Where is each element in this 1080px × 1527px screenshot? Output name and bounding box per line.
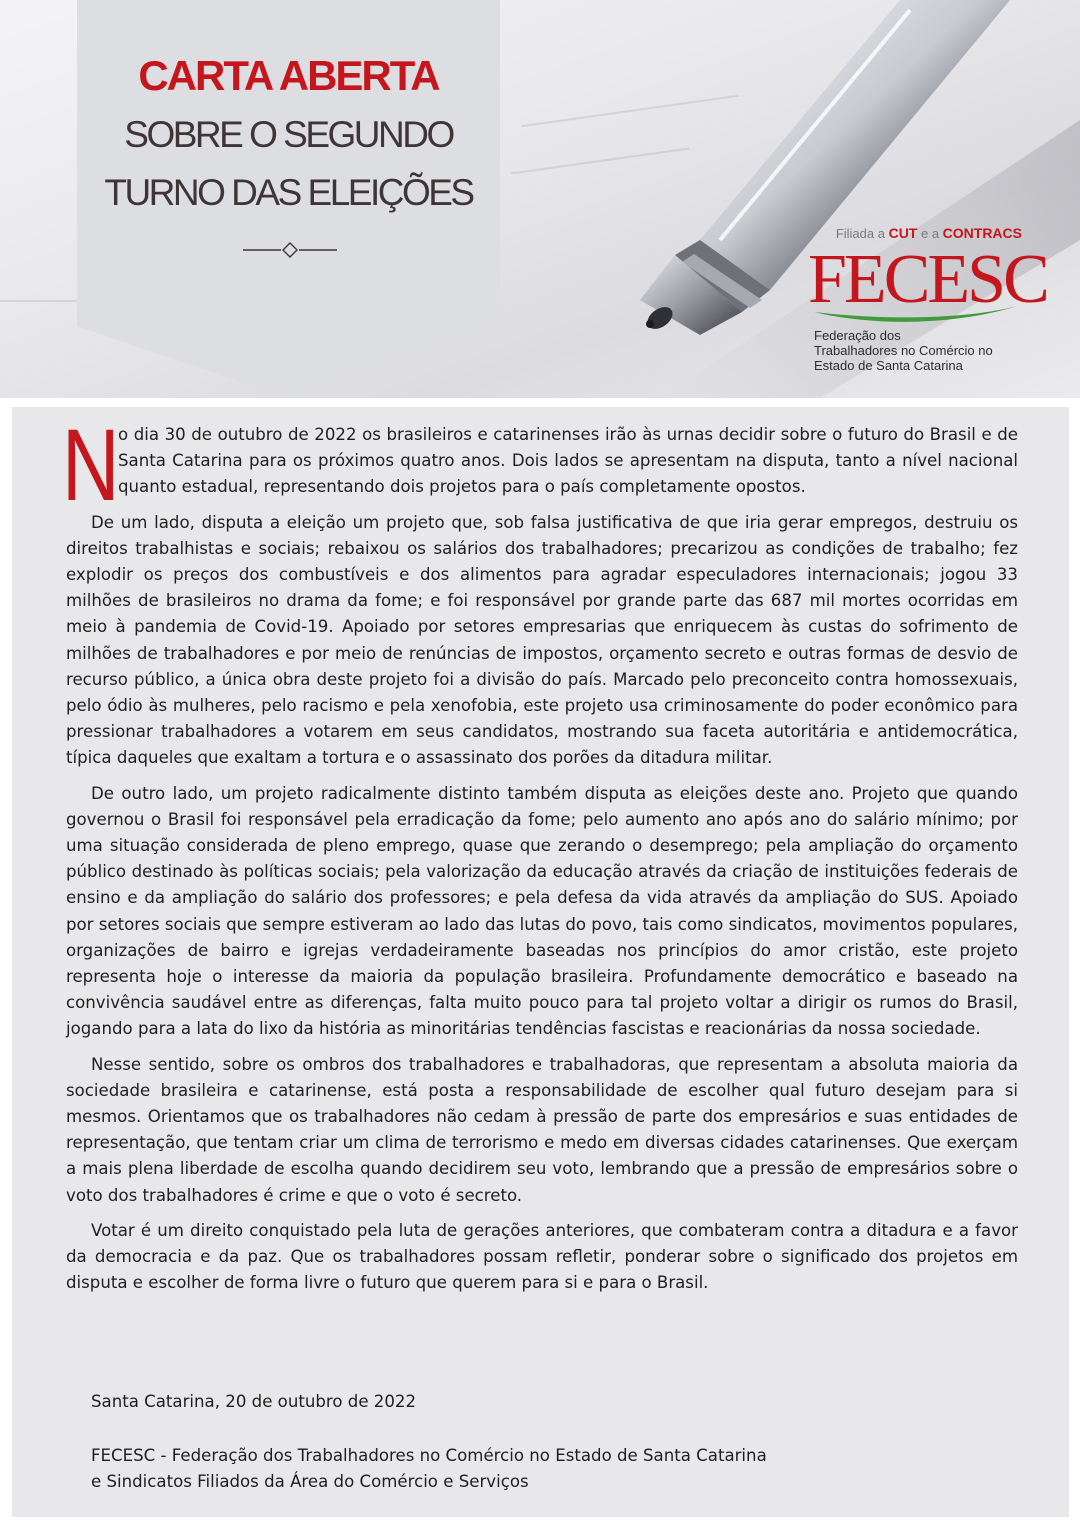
drop-cap: N xyxy=(62,408,120,522)
logo-affiliation: Filiada a CUT e a CONTRACS xyxy=(835,225,1022,241)
page-subtitle-line-2: TURNO DAS ELEIÇÕES xyxy=(104,172,473,213)
letter-body xyxy=(62,408,1018,1306)
letter-paragraph-3: De outro lado, um projeto radicalmente distinto também disputa as eleições deste ano. Projeto que quando governou o Brasil foi responsável pela erradicação da fome; pelo aumento ano após ano do salário mínimo; por uma situação considerada de pleno emprego, quase que zerando o desemprego; pela ampliação do orçamento público destinado às políticas sociais; pela valorização da educação através da criação de instituições federais de ensino e da ampliação do salário dos professores; e pela defesa da vida através da ampliação do SUS. Apoiado por setores sociais que sempre estiveram ao lado das lutas do povo, tais como sindicatos, movimentos populares, organizações de bairro e igrejas verdadeiramente baseadas nos princípios do amor cristão, este projeto representa hoje o interesse da maioria da população brasileira. Profundamente democrático e baseado na convivência saudável entre as diferenças, falta muito pouco para tal projeto voltar a dirigir os rumos do Brasil, jogando para a lata do lixo da história as minoritárias tendências fascistas e reacionárias da nossa sociedade. xyxy=(66,783,1018,1039)
letter-paragraph-5: Votar é um direito conquistado pela luta de gerações anteriores, que combateram contra a ditadura e a favor da democracia e da paz. Que os trabalhadores possam refletir, ponderar sobre o significado dos projetos em disputa e escolher de forma livre o futuro que querem para si e para o Brasil. xyxy=(66,1220,1018,1293)
signature-line-1: FECESC - Federação dos Trabalhadores no Comércio no Estado de Santa Catarina xyxy=(91,1446,767,1465)
page-subtitle-line-1: SOBRE O SEGUNDO xyxy=(124,114,453,155)
place-date: Santa Catarina, 20 de outubro de 2022 xyxy=(91,1392,417,1411)
diamond-ornament-icon xyxy=(243,240,337,260)
header-banner xyxy=(0,0,1080,398)
logo-subtitle: Federação dos Trabalhadores no Comércio no Estado de Santa Catarina xyxy=(814,328,993,373)
letter-paragraph-1: N o dia 30 de outubro de 2022 os brasileiros e catarinenses irão às urnas decidir sobre o futuro do Brasil e de Santa Catarina para os próximos quatro anos. Dois lados se apresentam na disputa, tanto a nível nacional quanto estadual, representando dois projetos para o país completamente opostos. xyxy=(62,408,1018,522)
fecesc-logo: FECESC xyxy=(808,241,1047,318)
letter-paragraph-4: Nesse sentido, sobre os ombros dos trabalhadores e trabalhadoras, que representam a absoluta maioria da sociedade brasileira e catarinense, está posta a responsabilidade de escolher qual futuro desejam para si mesmos. Orientamos que os trabalhadores não cedam à pressão de parte dos empresários e suas entidades de representação, que tentam criar um clima de terrorismo e medo em diversas cidades catarinenses. Que exerçam a mais plena liberdade de escolha quando decidirem seu voto, lembrando que a pressão de empresários sobre o voto dos trabalhadores é crime e que o voto é secreto. xyxy=(66,1054,1018,1205)
signature-line-2: e Sindicatos Filiados da Área do Comércio e Serviços xyxy=(91,1472,529,1491)
page-title: CARTA ABERTA xyxy=(138,52,439,99)
logo-swoosh-icon xyxy=(812,304,1020,326)
letter-paragraph-2: De um lado, disputa a eleição um projeto que, sob falsa justificativa de que iria gerar empregos, destruiu os direitos trabalhistas e sociais; rebaixou os salários dos trabalhadores; precarizou as condições de trabalho; fez explodir os preços dos combustíveis e dos alimentos para agradar especuladores internacionais; jogou 33 milhões de brasileiros no drama da fome; e foi responsável por grande parte das 687 mil mortes ocorridas em meio à pandemia de Covid-19. Apoiado por setores empresarias que enriquecem às custas do sofrimento de milhões de trabalhadores e por meio de renúncias de impostos, orçamento secreto e outras formas de desvio de recurso público, a única obra deste projeto foi a divisão do país. Marcado pelo preconceito contra homossexuais, pelo ódio às mulheres, pelo racismo e pela xenofobia, este projeto usa criminosamente do poder econômico para pressionar trabalhadores a votarem em seus candidatos, mostrando sua faceta autoritária e antidemocrática, típica daqueles que exaltam a tortura e o assassinato dos porões da ditadura militar. xyxy=(66,512,1018,768)
